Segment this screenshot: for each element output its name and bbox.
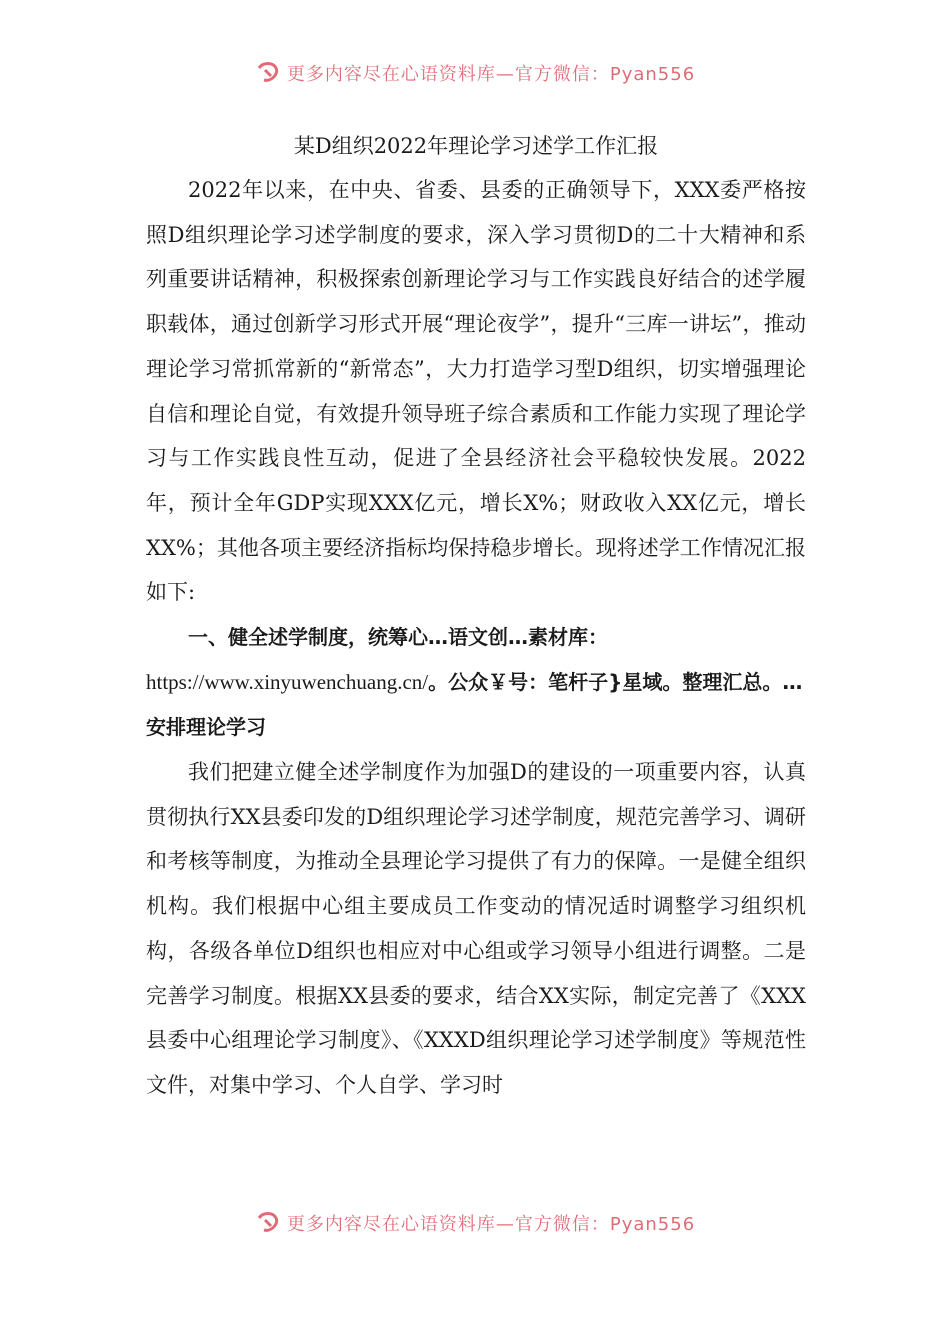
watermark-text: 更多内容尽在心语资料库—官方微信：Pyan556 bbox=[286, 1214, 696, 1235]
document-title: 某D组织2022年理论学习述学工作汇报 bbox=[293, 134, 659, 158]
watermark-logo-icon bbox=[255, 60, 281, 86]
watermark-footer bbox=[0, 1208, 950, 1238]
document-body bbox=[146, 124, 806, 1108]
watermark-text: 更多内容尽在心语资料库—官方微信：Pyan556 bbox=[286, 64, 696, 85]
section-body-paragraph: 我们把建立健全述学制度作为加强D的建设的一项重要内容，认真贯彻执行XX县委印发的D组织理论学习述学制度，规范完善学习、调研和考核等制度，为推动全县理论学习提供了有力的保障。一是健全组织机构。我们根据中心组主要成员工作变动的情况适时调整学习组织机构，各级各单位D组织也相应对中心组或学习领导小组进行调整。二是完善学习制度。根据XX县委的要求，结合XX实际，制定完善了《XXX县委中心组理论学习制度》、《XXXD组织理论学习述学制度》等规范性文件，对集中学习、个人自学、学习时 bbox=[146, 760, 806, 1097]
watermark-logo-icon bbox=[255, 1210, 281, 1236]
section-heading-url: https://www.xinyuwenchuang.cn/ bbox=[146, 670, 429, 695]
section-heading-text-a: 一、健全述学制度，统筹心…语文创…素材库： bbox=[188, 625, 608, 650]
intro-paragraph: 2022年以来，在中央、省委、县委的正确领导下，XXX委严格按照D组织理论学习述学制度的要求，深入学习贯彻D的二十大精神和系列重要讲话精神，积极探索创新理论学习与工作实践良好结合的述学履职载体，通过创新学习形式开展“理论夜学”，提升“三库一讲坛”，推动理论学习常抓常新的“新常态”，大力打造学习型D组织，切实增强理论自信和理论自觉，有效提升领导班子综合素质和工作能力实现了理论学习与工作实践良性互动，促进了全县经济社会平稳较快发展。2022年，预计全年GDP实现XXX亿元，增长X%；财政收入XX亿元，增长XX%；其他各项主要经济指标均保持稳步增长。现将述学工作情况汇报如下: bbox=[146, 178, 806, 605]
section-heading bbox=[146, 615, 806, 750]
section-heading-text-b: 。公众￥号：笔杆子}星域。整理汇总。…安排理论学习 bbox=[146, 670, 803, 740]
watermark-header bbox=[0, 58, 950, 88]
